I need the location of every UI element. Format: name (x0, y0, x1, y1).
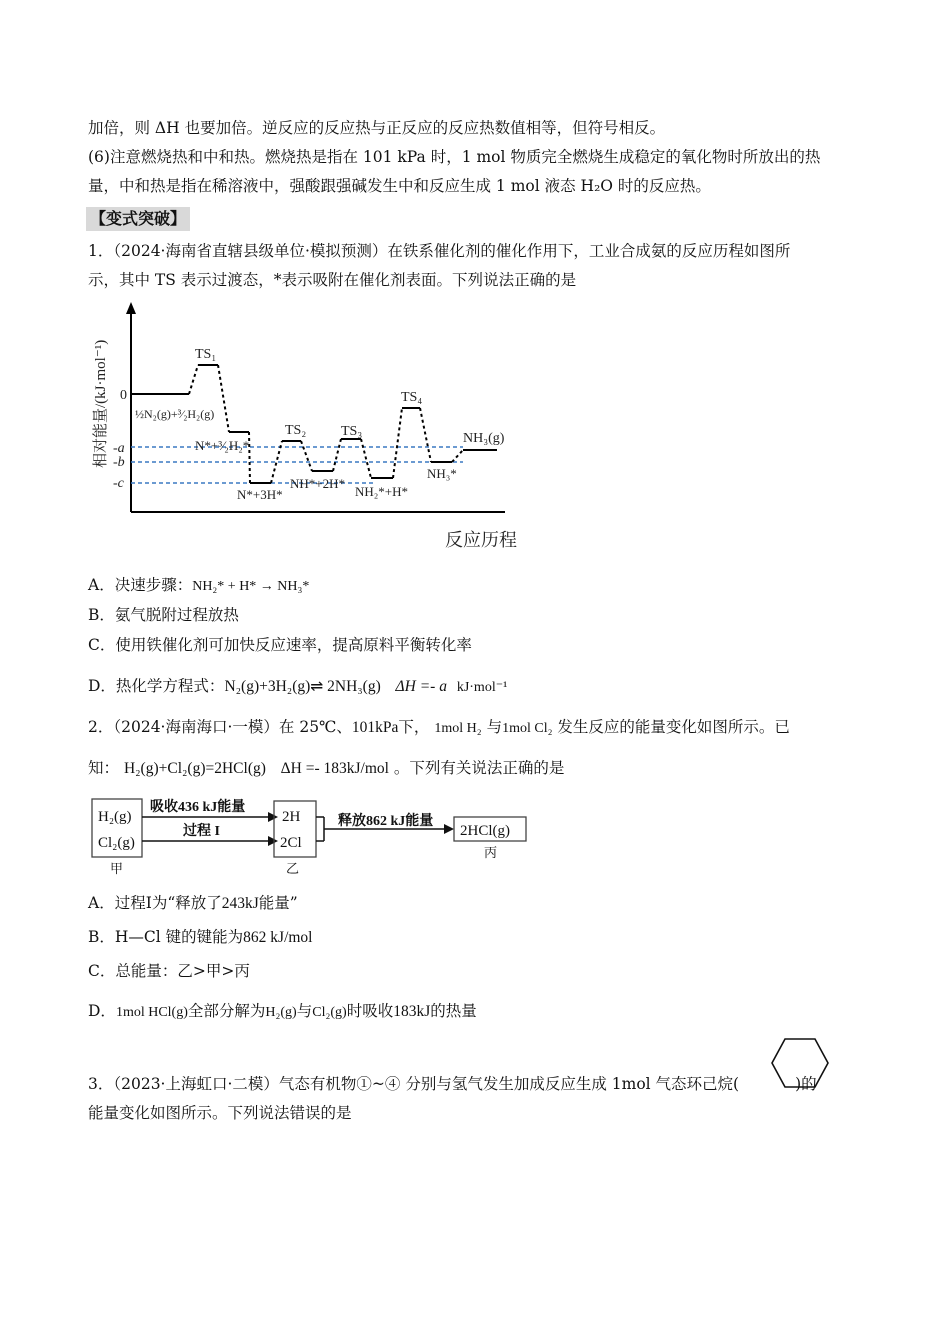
q2-option-b: B．H—Cl 键的键能为862 kJ/mol (88, 928, 313, 946)
label-nh3-g: NH₃(g) (463, 431, 505, 446)
q1-option-c: C．使用铁催化剂可加快反应速率，提高原料平衡转化率 (88, 636, 472, 654)
box-jia-line-2: Cl₂(g) (98, 835, 135, 851)
tick-0: 0 (120, 388, 127, 403)
tick-b: -b (113, 455, 125, 470)
label-ts2: TS₂ (285, 423, 307, 438)
y-axis-arrow (126, 302, 136, 314)
x-axis-label: 反应历程 (445, 530, 517, 551)
q3-line-1: 3．（2023·上海虹口·二模）气态有机物①~④ 分别与氢气发生加成反应生成 1mol 气态环己烷( )的 (88, 1075, 817, 1093)
q1-option-b: B．氨气脱附过程放热 (88, 606, 239, 624)
box-yi-name: 乙 (286, 861, 300, 876)
label-ts1: TS₁ (195, 347, 217, 362)
q1-line-2: 示，其中 TS 表示过渡态，*表示吸附在催化剂表面。下列说法正确的是 (88, 271, 577, 289)
label-nh2-h: NH₂*+H* (355, 484, 409, 499)
y-axis-label: 相对能量/(kJ·mol⁻¹) (93, 339, 109, 468)
arrow-2-top-label: 释放862 kJ能量 (338, 814, 434, 829)
label-nh3-ads: NH₃* (427, 466, 457, 481)
q1-energy-diagram (85, 298, 545, 556)
intro-line-1: 加倍，则 ΔH 也要加倍。逆反应的反应热与正反应的反应热数值相等，但符号相反。 (88, 119, 666, 137)
q1-line-1: 1．（2024·海南省直辖县级单位·模拟预测）在铁系催化剂的催化作用下，工业合成氨的反应历程如图所 (88, 242, 791, 260)
box-bing-line-1: 2HCl(g) (460, 823, 510, 839)
box-yi-line-1: 2H (282, 809, 301, 825)
label-reactants: ½N₂(g)+³⁄₂H₂(g) (135, 407, 215, 421)
section-tag: 【变式突破】 (86, 207, 190, 231)
box-jia-name: 甲 (110, 861, 124, 876)
label-n-3h: N*+3H* (237, 487, 283, 502)
q2-process-diagram (88, 795, 538, 880)
q2-line-2: 知： H₂(g)+Cl₂(g)=2HCl(g) ΔH =- 183kJ/mol 。下列有关说法正确的是 (88, 759, 565, 777)
q2-option-a: A．过程Ⅰ为“释放了243kJ能量” (88, 894, 298, 912)
q1-option-d: D．热化学方程式：N₂(g)+3H₂(g)⇌ 2NH₃(g) ΔH =- a kJ·mol⁻¹ (88, 677, 508, 695)
q3-line-2: 能量变化如图所示。下列说法错误的是 (88, 1104, 352, 1122)
cyclohexane-icon (770, 1036, 830, 1090)
q2-line-1: 2．（2024·海南海口·一模）在 25℃、101kPa下， 1mol H₂ 与1mol Cl₂ 发生反应的能量变化如图所示。已 (88, 718, 790, 736)
arrow-1-bottom-label: 过程 I (183, 824, 220, 839)
q1-option-a: A．决速步骤：NH₂* + H* → NH₃* (88, 576, 310, 594)
arrow-1-top-label: 吸收436 kJ能量 (150, 800, 246, 815)
label-n-h2-ads: N*+³⁄₂H₂* (195, 438, 250, 453)
label-ts4: TS₄ (401, 390, 423, 405)
intro-line-2: (6)注意燃烧热和中和热。燃烧热是指在 101 kPa 时，1 mol 物质完全燃烧生成稳定的氧化物时所放出的热 (88, 148, 821, 166)
box-bing-name: 丙 (484, 845, 498, 860)
box-jia-line-1: H₂(g) (98, 809, 132, 825)
q2-option-c: C．总能量：乙>甲>丙 (88, 962, 250, 980)
label-nh-2h: NH*+2H* (290, 476, 345, 491)
label-ts3: TS₃ (341, 424, 363, 439)
tick-a: -a (113, 441, 125, 456)
q2-option-d: D．1mol HCl(g)全部分解为H₂(g)与Cl₂(g)时吸收183kJ的热量 (88, 1002, 477, 1020)
intro-line-3: 量，中和热是指在稀溶液中，强酸跟强碱发生中和反应生成 1 mol 液态 H₂O 时的反应热。 (88, 177, 711, 195)
box-yi-line-2: 2Cl (280, 835, 302, 851)
tick-c: -c (113, 476, 124, 491)
